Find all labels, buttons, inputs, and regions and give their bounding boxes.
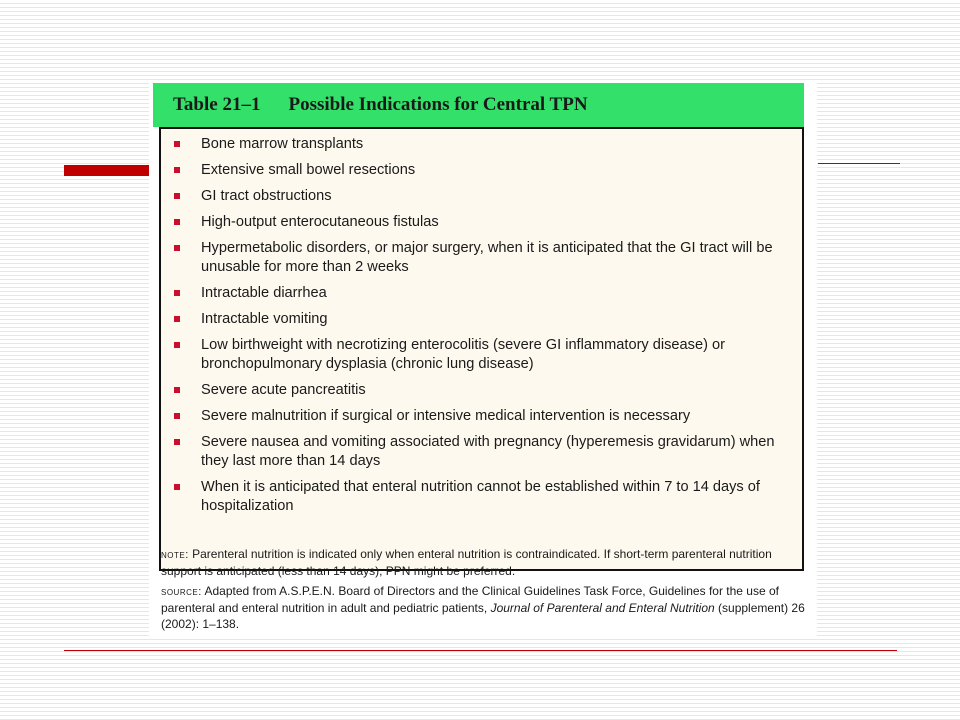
list-item: Low birthweight with necrotizing enterocolitis (severe GI inflammatory disease) or bronchopulmonary dysplasia (chronic lung disease) xyxy=(161,336,802,374)
list-item: When it is anticipated that enteral nutrition cannot be established within 7 to 14 days of hospitalization xyxy=(161,478,802,516)
bullet-square-icon xyxy=(174,167,180,173)
note-paragraph xyxy=(161,546,811,579)
source-tail: (supplement) 26 (2002): 1–138. xyxy=(161,601,805,631)
decorative-line-bottom xyxy=(64,650,897,651)
list-item: Severe malnutrition if surgical or intensive medical intervention is necessary xyxy=(161,407,802,426)
source-label: source: xyxy=(161,586,202,598)
note-text: Parenteral nutrition is indicated only when enteral nutrition is contraindicated. If short-term parenteral nutrition support is anticipated (less than 14 days), PPN might be preferred. xyxy=(161,547,772,578)
indications-list xyxy=(161,129,802,516)
list-item: Severe nausea and vomiting associated with pregnancy (hyperemesis gravidarum) when they last more than 14 days xyxy=(161,433,802,471)
bullet-square-icon xyxy=(174,290,180,296)
list-item: Bone marrow transplants xyxy=(161,135,802,154)
list-item: GI tract obstructions xyxy=(161,187,802,206)
source-paragraph xyxy=(161,583,811,632)
bullet-square-icon xyxy=(174,193,180,199)
bullet-square-icon xyxy=(174,413,180,419)
list-item: Hypermetabolic disorders, or major surgery, when it is anticipated that the GI tract will be unusable for more than 2 weeks xyxy=(161,239,802,277)
table-notes xyxy=(161,546,811,636)
list-item: Severe acute pancreatitis xyxy=(161,381,802,400)
bullet-square-icon xyxy=(174,439,180,445)
source-text: Adapted from A.S.P.E.N. Board of Directors and the Clinical Guidelines Task Force, Guidelines for the use of parenteral and enteral nutrition in adult and pediatric patients, xyxy=(161,584,779,615)
source-journal: Journal of Parenteral and Enteral Nutrition xyxy=(490,601,715,615)
decorative-bar-left xyxy=(64,165,160,176)
bullet-square-icon xyxy=(174,387,180,393)
table-number: Table 21–1 xyxy=(173,94,261,115)
list-item: Intractable vomiting xyxy=(161,310,802,329)
table-header xyxy=(153,83,804,127)
bullet-square-icon xyxy=(174,484,180,490)
bullet-square-icon xyxy=(174,219,180,225)
list-item: Intractable diarrhea xyxy=(161,284,802,303)
bullet-square-icon xyxy=(174,245,180,251)
table-figure xyxy=(149,80,817,638)
list-item: Extensive small bowel resections xyxy=(161,161,802,180)
table-title: Possible Indications for Central TPN xyxy=(288,94,588,115)
bullet-square-icon xyxy=(174,141,180,147)
bullet-square-icon xyxy=(174,342,180,348)
decorative-line-right xyxy=(818,163,900,164)
table-body xyxy=(159,127,804,571)
list-item: High-output enterocutaneous fistulas xyxy=(161,213,802,232)
bullet-square-icon xyxy=(174,316,180,322)
note-label: note: xyxy=(161,549,189,561)
